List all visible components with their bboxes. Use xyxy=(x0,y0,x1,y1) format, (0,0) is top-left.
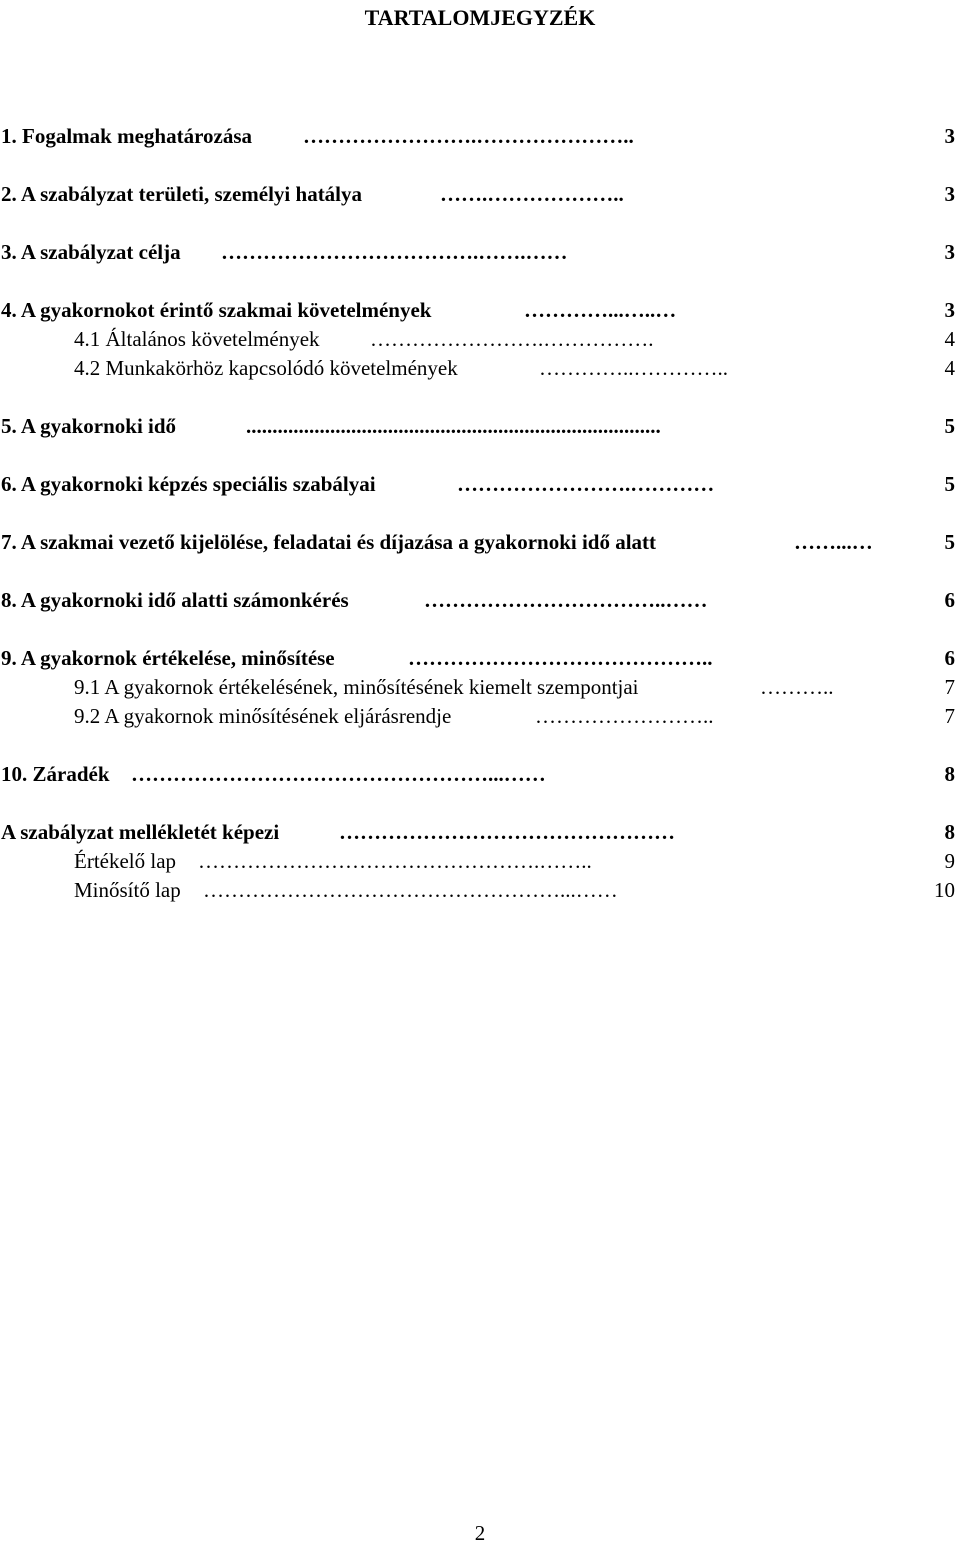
toc-entry-label: 4. A gyakornokot érintő szakmai követelmények xyxy=(1,298,432,322)
toc-entry-page: 9 xyxy=(944,849,955,873)
toc-entry-label: 4.1 Általános követelmények xyxy=(74,327,320,351)
toc-entry-qualification-sheet[interactable] xyxy=(0,876,960,904)
toc-entry-page: 10 xyxy=(934,878,955,902)
toc-entry-leader: …………………….………… xyxy=(457,472,715,496)
toc-entry-appendix[interactable] xyxy=(0,818,960,846)
toc-entry-label: A szabályzat mellékletét képezi xyxy=(1,820,280,844)
toc-entry-2[interactable] xyxy=(0,180,960,208)
toc-entry-page: 6 xyxy=(944,646,955,670)
toc-entry-5[interactable] xyxy=(0,412,960,440)
toc-entry-page: 8 xyxy=(944,762,955,786)
toc-entry-10[interactable] xyxy=(0,760,960,788)
toc-entry-page: 7 xyxy=(944,704,955,728)
toc-entry-page: 7 xyxy=(944,675,955,699)
toc-entry-6[interactable] xyxy=(0,470,960,498)
toc-entry-page: 4 xyxy=(944,356,955,380)
toc-entry-label: Minősítő lap xyxy=(74,878,181,902)
toc-entry-page: 5 xyxy=(944,530,955,554)
toc-entry-leader: …………………….. xyxy=(535,704,714,728)
toc-entry-leader: …….……………….. xyxy=(440,182,624,206)
toc-entry-label: Értékelő lap xyxy=(74,849,177,873)
toc-entry-label: 6. A gyakornoki képzés speciális szabályai xyxy=(1,472,376,496)
toc-entry-page: 3 xyxy=(944,182,955,206)
toc-entry-label: 9.1 A gyakornok értékelésének, minősítésének kiemelt szempontjai xyxy=(74,675,639,699)
toc-entry-label: 9. A gyakornok értékelése, minősítése xyxy=(1,646,335,670)
toc-entry-page: 5 xyxy=(944,472,955,496)
toc-entry-9-2[interactable] xyxy=(0,702,960,730)
toc-entry-leader: ……….. xyxy=(760,675,834,699)
toc-entry-page: 6 xyxy=(944,588,955,612)
toc-entry-leader: …………...…..… xyxy=(524,298,677,322)
toc-entry-4-1[interactable] xyxy=(0,325,960,353)
toc-entry-leader: …………………………………….. xyxy=(408,646,713,670)
toc-entry-9-1[interactable] xyxy=(0,673,960,701)
toc-entry-leader: ……………………………………………...…… xyxy=(131,762,546,786)
toc-entry-leader: ……...… xyxy=(794,530,873,554)
toc-entry-label: 3. A szabályzat célja xyxy=(1,240,181,264)
toc-entry-7[interactable] xyxy=(0,528,960,556)
toc-entry-page: 5 xyxy=(944,414,955,438)
toc-entry-page: 3 xyxy=(944,298,955,322)
toc-entry-leader: ……………………………..…… xyxy=(424,588,708,612)
toc-entry-leader: ……………………………………………...…… xyxy=(203,878,618,902)
toc-entry-label: 2. A szabályzat területi, személyi hatálya xyxy=(1,182,363,206)
toc-entry-label: 5. A gyakornoki idő xyxy=(1,414,177,438)
toc-entry-leader: ............................................................................... xyxy=(246,414,661,438)
toc-entry-1[interactable] xyxy=(0,122,960,150)
toc-entry-leader: …………..………….. xyxy=(539,356,728,380)
toc-entry-label: 4.2 Munkakörhöz kapcsolódó követelmények xyxy=(74,356,458,380)
toc-entry-leader: …………………….………………….. xyxy=(303,124,634,148)
toc-entry-label: 7. A szakmai vezető kijelölése, feladatai és díjazása a gyakornoki idő alatt xyxy=(1,530,657,554)
toc-entry-label: 8. A gyakornoki idő alatti számonkérés xyxy=(1,588,349,612)
toc-entry-3[interactable] xyxy=(0,238,960,266)
toc-entry-leader: ………………………………………….…….. xyxy=(198,849,592,873)
toc-entry-8[interactable] xyxy=(0,586,960,614)
toc-entry-page: 8 xyxy=(944,820,955,844)
toc-entry-evaluation-sheet[interactable] xyxy=(0,847,960,875)
toc-entry-4[interactable] xyxy=(0,296,960,324)
toc-entry-9[interactable] xyxy=(0,644,960,672)
toc-entry-page: 4 xyxy=(944,327,955,351)
toc-entry-leader: …………………….……………. xyxy=(370,327,654,351)
toc-entry-page: 3 xyxy=(944,240,955,264)
page-number: 2 xyxy=(474,1521,486,1545)
toc-entry-leader: ……………………………….…….…… xyxy=(221,240,568,264)
toc-entry-4-2[interactable] xyxy=(0,354,960,382)
toc-entry-label: 9.2 A gyakornok minősítésének eljárásrendje xyxy=(74,704,452,728)
toc-entry-label: 1. Fogalmak meghatározása xyxy=(1,124,253,148)
page-title: TARTALOMJEGYZÉK xyxy=(364,5,596,30)
toc-entry-page: 3 xyxy=(944,124,955,148)
toc-entry-leader: ………………………………………… xyxy=(339,820,675,844)
toc-entry-label: 10. Záradék xyxy=(1,762,110,786)
